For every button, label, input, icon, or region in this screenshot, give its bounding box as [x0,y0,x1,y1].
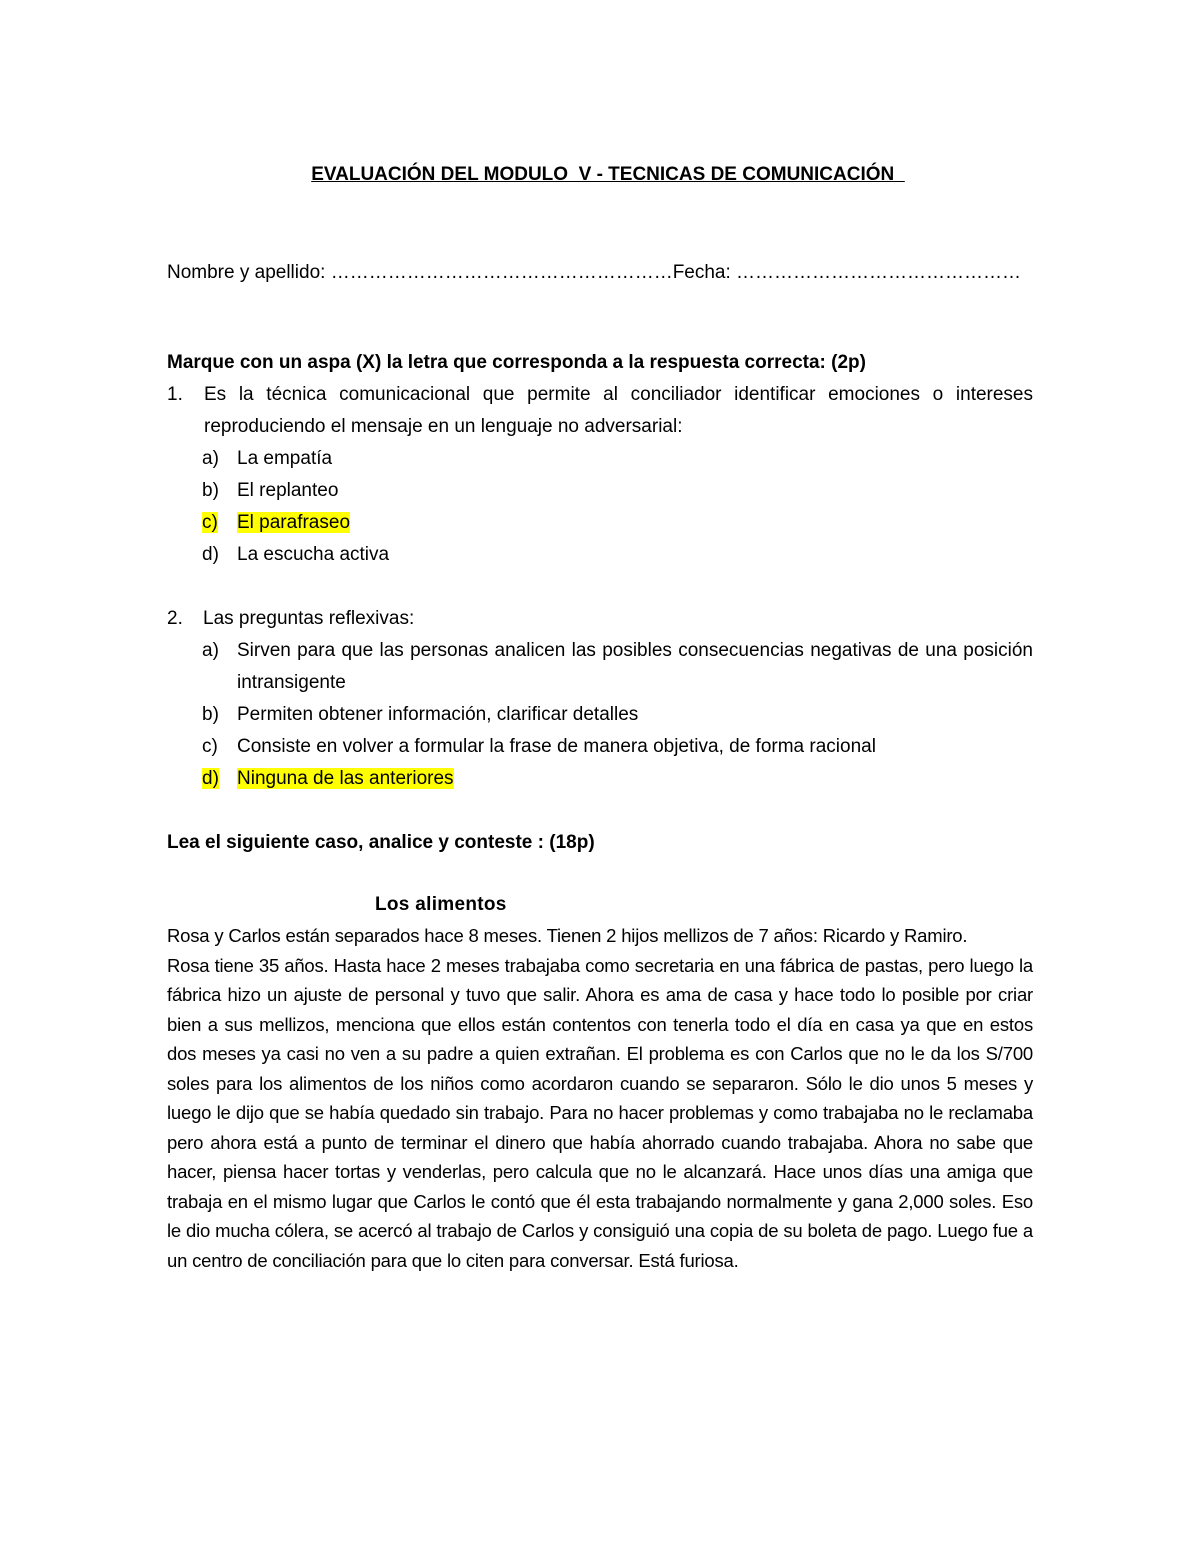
question-1 [167,379,1033,571]
option-text: La escucha activa [237,544,390,565]
question-2-number: 2. [167,608,183,629]
option-text [237,763,1033,795]
option-text: La empatía [237,448,333,469]
case-paragraph: Rosa tiene 35 años. Hasta hace 2 meses trabajaba como secretaria en una fábrica de pastas, pero luego la fábrica hizo un ajuste de personal y tuvo que salir. Ahora es ama de casa y hace todo lo posible por criar bien a sus mellizos, menciona que ellos están contentos con tenerla todo el día en casa ya que en estos dos meses ya casi no ven a su padre a quien extrañan. El problema es con Carlos que no le da los S/700 soles para los alimentos de los niños como acordaron cuando se separaron. Sólo le dio unos 5 meses y luego le dijo que se había quedado sin trabajo. Para no hacer problemas y como trabajaba no le reclamaba pero ahora está a punto de terminar el dinero que había ahorrado cuando trabajaba. Ahora no sabe que hacer, piensa hacer tortas y venderlas, pero calcula que no le alcanzará. Hace unos días una amiga que trabaja en el mismo lugar que Carlos le contó que él esta trabajando normalmente y gana 2,000 soles. Eso le dio mucha cólera, se acercó al trabajo de Carlos y consiguió una copia de su boleta de pago. Luego fue a un centro de conciliación para que lo citen para conversar. Está furiosa. [167,954,1033,1271]
question-2-text: Las preguntas reflexivas: [203,608,415,629]
option-text: Sirven para que las personas analicen las posibles consecuencias negativas de una posición intransigente [237,640,1033,693]
question-1-options [167,443,1033,571]
name-date-line: Nombre y apellido: ………………………………………………Fecha: ……………………………………… [167,262,1022,283]
option-letter [202,763,237,795]
option-text: Consiste en volver a formular la frase de manera objetiva, de forma racional [237,736,876,757]
option-text [237,507,1033,539]
option-text: El replanteo [237,480,339,501]
case-title: Los alimentos [375,894,507,915]
option-letter-highlight: d) [202,768,219,789]
document-content [167,160,1033,1275]
option-letter: c) [202,736,218,757]
question-1-option-d [167,539,1033,571]
question-2-option-b [167,699,1033,731]
question-1-text: Es la técnica comunicacional que permite al conciliador identificar emociones o intereses reproduciendo el mensaje en un lenguaje no adversarial: [204,384,1033,437]
case-paragraph: Rosa y Carlos están separados hace 8 meses. Tienen 2 hijos mellizos de 7 años: Ricardo y Ramiro. [167,925,968,946]
section1-heading: Marque con un aspa (X) la letra que corresponda a la respuesta correcta: (2p) [167,352,866,373]
question-2 [167,603,1033,795]
option-letter: a) [202,448,219,469]
question-2-options [167,635,1033,795]
option-text: Permiten obtener información, clarificar detalles [237,704,639,725]
option-letter-highlight: c) [202,512,218,533]
case-body [167,921,1033,1275]
option-letter: a) [202,640,219,661]
page-title: EVALUACIÓN DEL MODULO V - TECNICAS DE COMUNICACIÓN [311,164,905,185]
option-letter: b) [202,704,219,725]
option-letter [202,507,237,539]
option-text-highlight: El parafraseo [237,512,351,533]
option-letter: b) [202,480,219,501]
question-2-option-a [167,635,1033,699]
option-letter: d) [202,544,219,565]
section2-heading: Lea el siguiente caso, analice y conteste : (18p) [167,832,595,853]
question-2-option-d-highlighted [167,763,1033,795]
option-text-highlight: Ninguna de las anteriores [237,768,454,789]
question-2-option-c [167,731,1033,763]
question-1-option-a [167,443,1033,475]
question-1-option-b [167,475,1033,507]
question-1-option-c-highlighted [167,507,1033,539]
question-1-number: 1. [167,384,183,405]
